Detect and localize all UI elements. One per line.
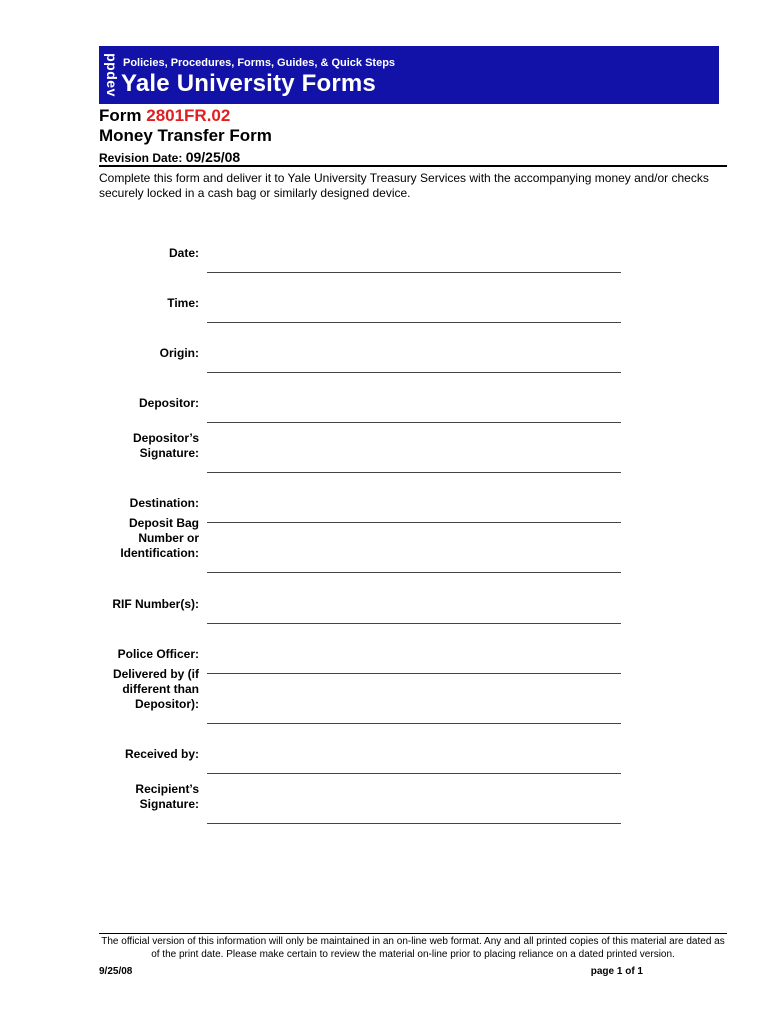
banner-title: Yale University Forms [121,70,376,97]
field-label: Time: [167,296,199,310]
field-label: Date: [168,246,199,260]
field-label: Depositor’s Signature: [132,431,199,460]
field-date [0,223,770,273]
revision-date-value: 09/25/08 [185,149,241,165]
field-delivered-by [0,667,770,724]
form-number-value: 2801FR.02 [146,106,231,125]
form-number [99,106,230,126]
ppdev-logo [103,46,121,104]
revision-date-label: Revision Date: [99,151,183,165]
banner-tagline: Policies, Procedures, Forms, Guides, & Quick Steps [123,57,396,69]
form-instructions: Complete this form and deliver it to Yale University Treasury Services with the accompanying money and/or checks securely locked in a cash bag or similarly designed device. [99,171,709,200]
field-recipient-signature [0,774,770,824]
field-received-by [0,724,770,774]
field-label: Delivered by (if different than Depositor): [112,667,199,711]
field-label: RIF Number(s): [112,597,199,611]
footer-divider [99,933,727,934]
field-input-line[interactable] [207,823,621,824]
field-depositor [0,373,770,423]
header-divider [99,165,727,167]
field-label: Police Officer: [117,647,199,661]
field-label: Received by: [124,747,199,761]
page-number: page 1 of 1 [590,966,643,977]
field-rif-numbers [0,574,770,624]
form-title: Money Transfer Form [99,126,272,145]
field-label: Origin: [159,346,199,360]
field-deposit-bag [0,516,770,573]
footer-disclaimer: The official version of this information will only be maintained in an on-line web format. Any and all printed copies of this material are dated as of the print date. Please make certain to review the material on-line prior to placing reliance on a dated printed version. [101,936,725,960]
field-depositor-signature [0,423,770,473]
revision-date [99,149,240,165]
ppdev-logo-text: ppdev [104,53,121,97]
field-origin [0,323,770,373]
header-banner [99,46,719,104]
field-input-line[interactable] [207,572,621,573]
field-label: Deposit Bag Number or Identification: [120,516,199,560]
field-time [0,273,770,323]
field-label: Destination: [129,496,199,510]
field-label: Depositor: [139,396,199,410]
field-label: Recipient’s Signature: [135,782,199,811]
footer-date: 9/25/08 [99,966,133,977]
field-destination [0,473,770,523]
form-number-label: Form [99,106,142,125]
